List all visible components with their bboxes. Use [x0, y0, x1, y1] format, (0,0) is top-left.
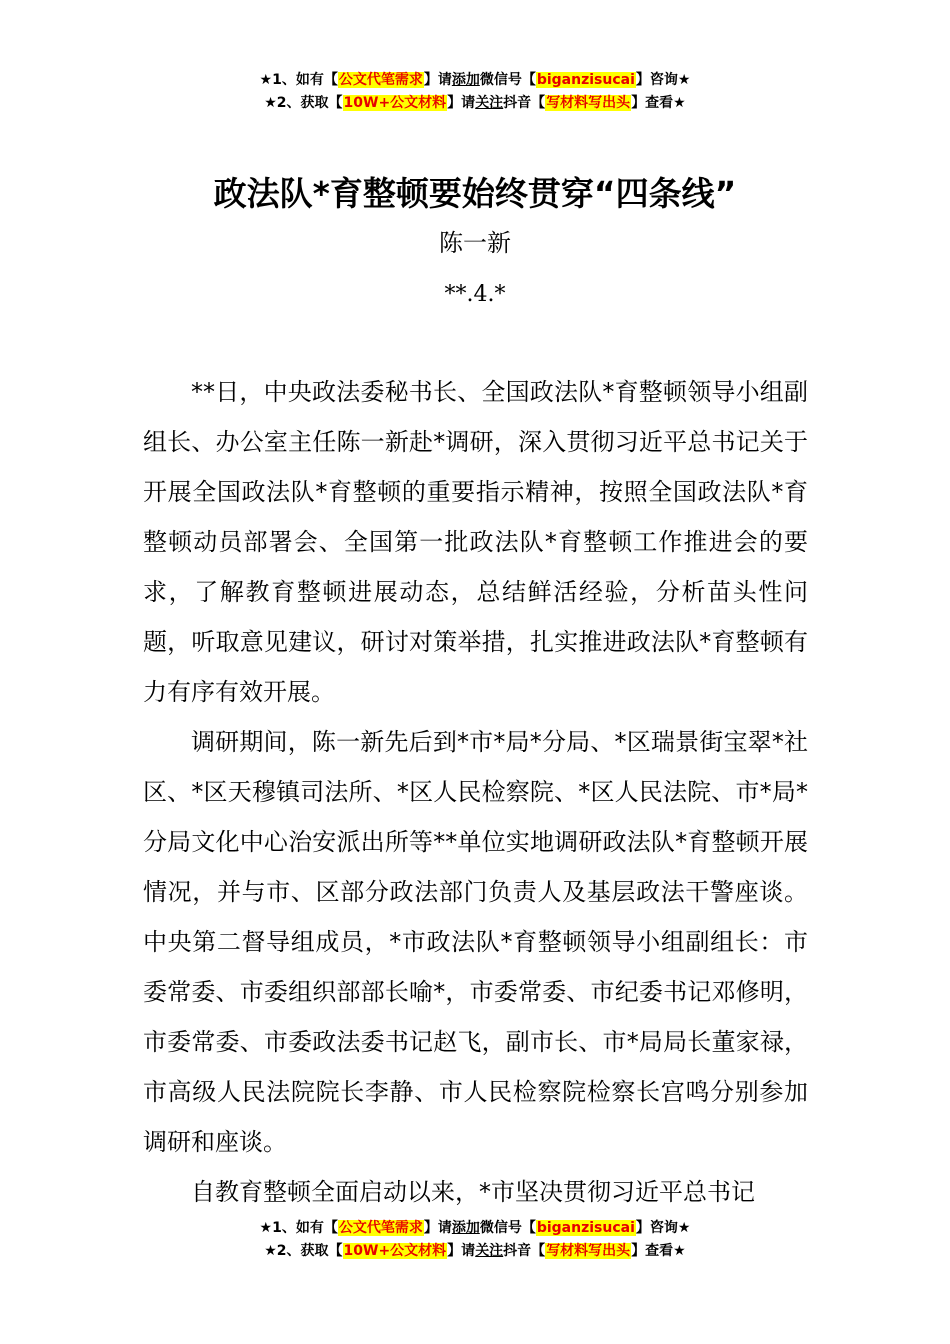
body-paragraph: **日，中央政法委秘书长、全国政法队*育整顿领导小组副组长、办公室主任陈一新赴*调研，深入贯彻习近平总书记关于开展全国政法队*育整顿的重要指示精神，按照全国政法队*育整顿动员部署会、全国第一批政法队*育整顿工作推进会的要求，了解教育整顿进展动态，总结鲜活经验，分析苗头性问题，听取意见建议，研讨对策举措，扎实推进政法队*育整顿有力有序有效开展。 [143, 378, 808, 706]
document-title: 政法队*育整顿要始终贯穿“四条线” [213, 174, 737, 213]
banner-line-2: ★2、获取【10W+公文材料】请关注抖音【写材料写出头】查看★ [264, 1243, 686, 1259]
document-body [143, 367, 808, 1217]
banner-line-1: ★1、如有【公文代笔需求】请添加微信号【biganzisucai】咨询★ [259, 1220, 691, 1236]
banner-highlight: 写材料写出头 [546, 95, 631, 111]
top-banner [0, 69, 950, 115]
banner-highlight: 10W+公文材料 [343, 95, 447, 111]
banner-highlight: 公文代笔需求 [338, 1220, 423, 1236]
bottom-banner [0, 1217, 950, 1263]
body-paragraph: 调研期间，陈一新先后到*市*局*分局、*区瑞景街宝翠*社区、*区天穆镇司法所、*区人民检察院、*区人民法院、市*局*分局文化中心治安派出所等**单位实地调研政法队*育整顿开展情况，并与市、区部分政法部门负责人及基层政法干警座谈。中央第二督导组成员，*市政法队*育整顿领导小组副组长：市委常委、市委组织部部长喻*，市委常委、市纪委书记邓修明，市委常委、市委政法委书记赵飞，副市长、市*局局长董家禄，市高级人民法院院长李静、市人民检察院检察长宫鸣分别参加调研和座谈。 [143, 728, 808, 1156]
banner-highlight: 写材料写出头 [546, 1243, 631, 1259]
document-author: 陈一新 [439, 229, 511, 257]
banner-line-2: ★2、获取【10W+公文材料】请关注抖音【写材料写出头】查看★ [264, 95, 686, 111]
banner-line-1: ★1、如有【公文代笔需求】请添加微信号【biganzisucai】咨询★ [259, 72, 691, 88]
banner-highlight: biganzisucai [536, 72, 635, 88]
body-paragraph: 自教育整顿全面启动以来，*市坚决贯彻习近平总书记 [191, 1178, 755, 1206]
banner-highlight: 10W+公文材料 [343, 1243, 447, 1259]
banner-highlight: biganzisucai [536, 1220, 635, 1236]
banner-highlight: 公文代笔需求 [338, 72, 423, 88]
document-date: **.4.* [444, 282, 506, 307]
